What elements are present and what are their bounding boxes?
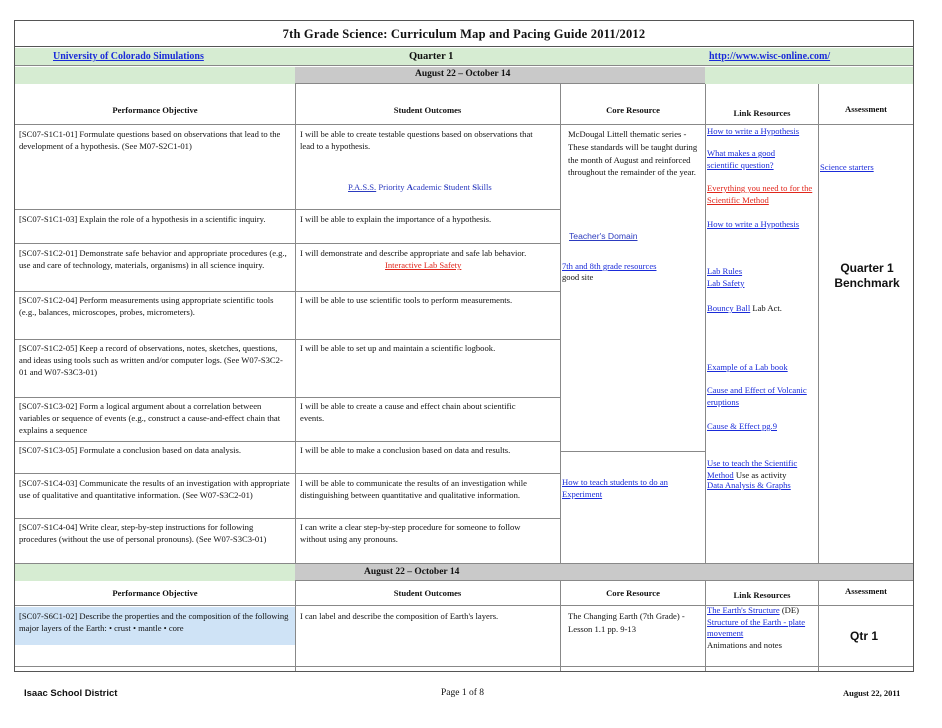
earth-structure-links: The Earth's Structure (DE) Structure of the Earth - plate movement Animations and notes (707, 605, 806, 650)
header-core: Core Resource (606, 105, 660, 115)
cause-effect-volcanic-link[interactable]: Cause and Effect of Volcanic eruptions (707, 385, 807, 408)
header2-core: Core Resource (606, 588, 660, 598)
quarter-benchmark: Quarter 1 Benchmark (834, 261, 900, 290)
hypothesis-link-1[interactable]: How to write a Hypothesis (707, 126, 800, 136)
structure-earth-plate-link[interactable]: Structure of the Earth - plate movement (707, 616, 806, 639)
bouncy-ball-link[interactable]: Bouncy Ball (707, 303, 751, 313)
objective-row-1: [SC07-S1C1-01] Formulate questions based on observations that lead to the development of a hypothesis. (See M07-S2C1-01) (19, 129, 281, 152)
quarter-label: Quarter 1 (409, 51, 454, 62)
column-header-row (15, 84, 913, 125)
objective-row-3: [SC07-S1C2-01] Demonstrate safe behavior and appropriate procedures (e.g., use and care of technology, materials, organisms) in all science inquiry. (19, 248, 287, 271)
interactive-lab-safety-link[interactable]: Interactive Lab Safety (385, 260, 462, 270)
objective-row-5: [SC07-S1C2-05] Keep a record of observations, notes, sketches, questions, and ideas using tools such as written and/or computer logs. (See W07-S3C2-01 and W07-S3C3-01) (19, 343, 283, 378)
pass-link[interactable]: P.A.S.S. (348, 182, 377, 192)
good-site-note: good site (562, 272, 594, 282)
core-mcdougal: McDougal Littell thematic series - These standards will be taught during the month of August and reinforced throughout the remainder of the year. (568, 129, 698, 178)
header2-outcomes: Student Outcomes (393, 588, 462, 598)
earth-structure-link[interactable]: The Earth's Structure (707, 605, 780, 615)
objective-row-2: [SC07-S1C1-03] Explain the role of a hypothesis in a scientific inquiry. (19, 214, 266, 224)
objective-row-8: [SC07-S1C4-03] Communicate the results of an investigation with appropriate use of qualitative and quantitative information. (See W07-S3C2-01) (19, 478, 290, 501)
header2-objective: Performance Objective (112, 588, 198, 598)
footer-page-number: Page 1 of 8 (441, 688, 485, 698)
date-band-2 (15, 563, 913, 581)
outcome-row-3: I will demonstrate and describe appropriate and safe lab behavior. (300, 248, 527, 258)
curriculum-page (14, 20, 914, 672)
date-range: August 22 – October 14 (415, 69, 511, 79)
wisc-online-link[interactable]: http://www.wisc-online.com/ (709, 51, 831, 62)
teachers-domain-link[interactable]: Teacher's Domain (569, 231, 638, 241)
objective-row-6: [SC07-S1C3-02] Form a logical argument about a correlation between variables or sequence of events (e.g., construct a cause-and-effect chain that explains a sequence (19, 401, 281, 436)
outcome-row-5: I will be able to set up and maintain a scientific logbook. (300, 343, 496, 353)
date-band (15, 67, 913, 84)
colorado-simulations-link[interactable]: University of Colorado Simulations (53, 51, 204, 62)
outcome-s6-row: I can label and describe the composition of Earth's layers. (300, 611, 499, 621)
objective-s6-row: [SC07-S6C1-02] Describe the properties and the composition of the following major layers of the Earth: • crust • mantle • core (19, 611, 289, 634)
header2-links: Link Resources (733, 590, 791, 600)
use-teach-link[interactable]: Use to teach the Scientific Method (707, 458, 798, 481)
everything-scientific-method-link[interactable]: Everything you need to for the Scientific Method (707, 183, 813, 206)
lab-book-link[interactable]: Example of a Lab book (707, 362, 788, 372)
outcome-row-4: I will be able to use scientific tools to perform measurements. (300, 295, 513, 305)
lab-rules-link[interactable]: Lab Rules (707, 266, 743, 276)
use-teach-item: Use to teach the Scientific Method Use as activity (707, 458, 798, 481)
quarter-bar (15, 48, 913, 66)
date-range-2: August 22 – October 14 (364, 567, 460, 577)
outcome-row-1: I will be able to create testable questions based on observations that lead to a hypothesis. (300, 129, 533, 152)
header-links: Link Resources (733, 108, 791, 118)
core-changing-earth: The Changing Earth (7th Grade) - Lesson 1.1 pp. 9-13 (568, 611, 685, 634)
objective-row-7: [SC07-S1C3-05] Formulate a conclusion based on data analysis. (19, 445, 241, 455)
outcome-row-2: I will be able to explain the importance of a hypothesis. (300, 214, 492, 224)
header-objective: Performance Objective (112, 105, 198, 115)
footer-district: Isaac School District (24, 688, 118, 699)
outcome-row-6: I will be able to create a cause and effect chain about scientific events. (300, 401, 516, 424)
qtr1-assessment: Qtr 1 (850, 629, 879, 643)
outcome-row-7: I will be able to make a conclusion based on data and results. (300, 445, 511, 455)
pass-skills: P.A.S.S. Priority Academic Student Skills (348, 182, 492, 192)
data-analysis-link[interactable]: Data Analysis & Graphs (707, 480, 791, 490)
lab-safety-link[interactable]: Lab Safety (707, 278, 745, 288)
header-assessment: Assessment (844, 104, 887, 114)
hypothesis-link-2[interactable]: How to write a Hypothesis (707, 219, 800, 229)
science-starters-link[interactable]: Science starters (820, 162, 874, 172)
column-header-row-2 (15, 581, 913, 606)
animations-notes: Animations and notes (707, 639, 782, 650)
page-title: 7th Grade Science: Curriculum Map and Pacing Guide 2011/2012 (15, 21, 913, 47)
footer-date: August 22, 2011 (843, 688, 901, 698)
good-question-link[interactable]: What makes a good scientific question? (707, 148, 776, 171)
objective-row-4: [SC07-S1C2-04] Perform measurements using appropriate scientific tools (e.g., balances, microscopes, probes, micrometers). (19, 295, 274, 318)
objective-row-9: [SC07-S1C4-04] Write clear, step-by-step instructions for following procedures (without the use of personal pronouns). (See W07-S3C3-01) (19, 522, 267, 545)
grade-resources-link[interactable]: 7th and 8th grade resources (562, 261, 657, 271)
outcome-row-9: I can write a clear step-by-step procedure for someone to follow without using any pronouns. (300, 522, 521, 545)
header-outcomes: Student Outcomes (393, 105, 462, 115)
cause-effect-pg9-link[interactable]: Cause & Effect pg.9 (707, 421, 778, 431)
outcome-row-8: I will be able to communicate the results of an investigation while distinguishing between quantitative and qualitative information. (300, 478, 527, 501)
header2-assessment: Assessment (844, 586, 887, 596)
bouncy-ball-item: Bouncy Ball Lab Act. (707, 303, 782, 313)
how-to-teach-link[interactable]: How to teach students to do an Experiment (562, 477, 668, 500)
